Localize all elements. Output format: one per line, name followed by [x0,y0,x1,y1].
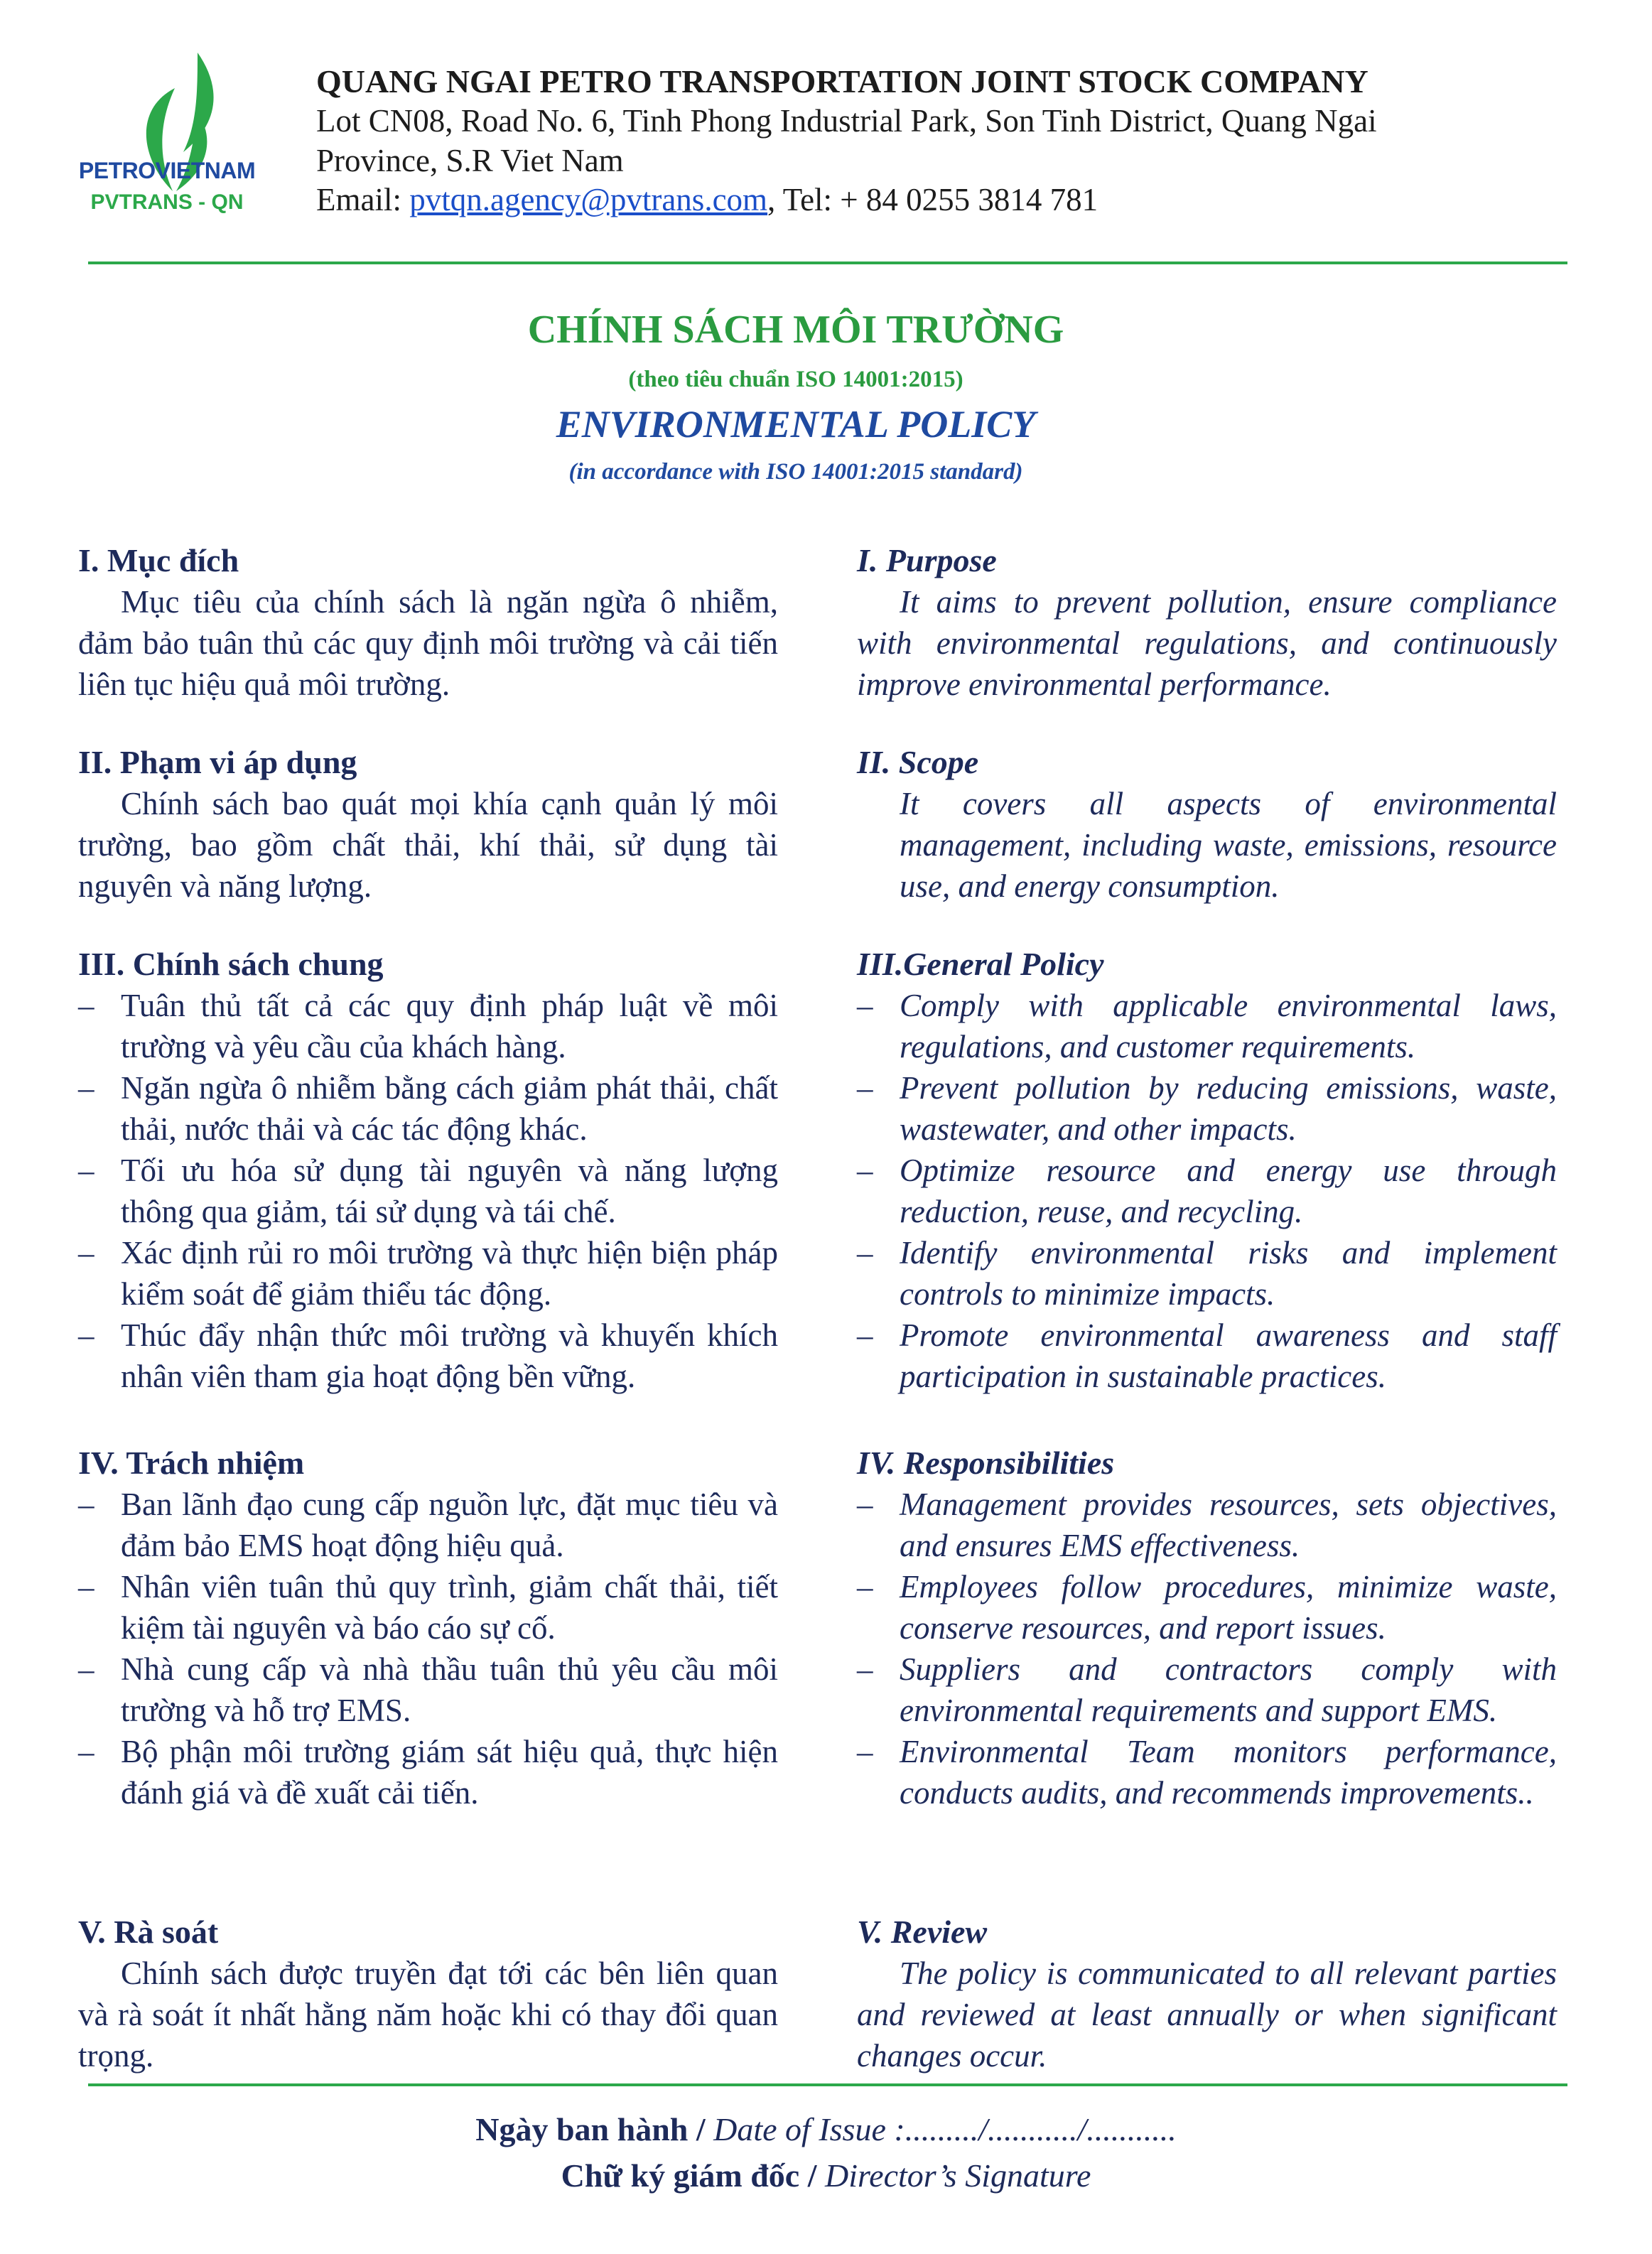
vn-purpose [78,540,778,705]
en-purpose [857,540,1557,705]
vn-scope [78,742,778,907]
company-name: QUANG NGAI PETRO TRANSPORTATION JOINT STOCK COMPANY [316,63,1368,99]
en-scope-text: It covers all aspects of environmental management, including waste, emissions, resource use, and energy consumption. [900,786,1557,904]
list-item: – Ban lãnh đạo cung cấp nguồn lực, đặt mục tiêu và đảm bảo EMS hoạt động hiệu quả. [78,1484,778,1566]
list-item: – Nhân viên tuân thủ quy trình, giảm chất thải, tiết kiệm tài nguyên và báo cáo sự cố. [78,1566,778,1649]
vn-review [78,1911,778,2076]
separator: / [799,2157,825,2194]
list-item: – Comply with applicable environmental laws, regulations, and customer requirements. [857,985,1557,1067]
list-item: – Environmental Team monitors performance, conducts audits, and recommends improvements.. [857,1731,1557,1813]
en-general-heading: III.General Policy [857,946,1104,982]
vn-purpose-heading: I. Mục đích [78,542,239,578]
en-review-text: The policy is communicated to all relevant parties and reviewed at least annually or when significant changes occur. [857,1956,1557,2074]
list-item: – Prevent pollution by reducing emissions, waste, wastewater, and other impacts. [857,1067,1557,1150]
en-purpose-heading: I. Purpose [857,542,997,578]
logo-wordmark: PETROVIETNAM [78,158,256,183]
vn-review-text: Chính sách được truyền đạt tới các bên liên quan và rà soát ít nhất hằng năm hoặc khi có thay đổi quan trọng. [78,1956,778,2074]
director-signature [0,2157,1652,2194]
company-contact [316,181,1098,218]
date-label-vn: Ngày ban hành [475,2111,689,2147]
en-resp-heading: IV. Responsibilities [857,1445,1115,1481]
subtitle-en: (in accordance with ISO 14001:2015 standard) [568,459,1023,485]
vn-general-heading: III. Chính sách chung [78,946,384,982]
vn-scope-heading: II. Phạm vi áp dụng [78,744,357,780]
list-item: – Tối ưu hóa sử dụng tài nguyên và năng lượng thông qua giảm, tái sử dụng và tái chế. [78,1150,778,1232]
list-item: – Nhà cung cấp và nhà thầu tuân thủ yêu cầu môi trường và hỗ trợ EMS. [78,1649,778,1731]
list-item: – Management provides resources, sets objectives, and ensures EMS effectiveness. [857,1484,1557,1566]
list-item: – Optimize resource and energy use through reduction, reuse, and recycling. [857,1150,1557,1232]
list-item: – Identify environmental risks and implement controls to minimize impacts. [857,1232,1557,1315]
list-item: – Promote environmental awareness and staff participation in sustainable practices. [857,1315,1557,1397]
vn-responsibilities [78,1443,778,1813]
list-item: – Ngăn ngừa ô nhiễm bằng cách giảm phát thải, chất thải, nước thải và các tác động khác. [78,1067,778,1150]
en-review [857,1911,1557,2076]
en-purpose-text: It aims to prevent pollution, ensure compliance with environmental regulations, and continuously improve environmental performance. [857,584,1557,702]
en-responsibilities [857,1443,1557,1813]
list-item: – Bộ phận môi trường giám sát hiệu quả, thực hiện đánh giá và đề xuất cải tiến. [78,1731,778,1813]
vn-review-heading: V. Rà soát [78,1914,219,1950]
title-vn: CHÍNH SÁCH MÔI TRƯỜNG [527,308,1064,352]
separator: / [688,2111,714,2147]
vn-purpose-text: Mục tiêu của chính sách là ngăn ngừa ô nhiễm, đảm bảo tuân thủ các quy định môi trường và cải tiến liên tục hiệu quả môi trường. [78,584,778,702]
vn-general-policy [78,944,778,1397]
company-address: Lot CN08, Road No. 6, Tinh Phong Industrial Park, Son Tinh District, Quang Ngai Province, S.R Viet Nam [316,103,1377,178]
en-review-heading: V. Review [857,1914,988,1950]
subtitle-vn: (theo tiêu chuẩn ISO 14001:2015) [628,367,963,392]
tel-text: , Tel: + 84 0255 3814 781 [767,182,1098,217]
date-label-en: Date of Issue :........./.........../........... [713,2111,1177,2147]
list-item: – Thúc đẩy nhận thức môi trường và khuyến khích nhân viên tham gia hoạt động bền vững. [78,1315,778,1397]
signature-label-en: Director’s Signature [824,2157,1091,2194]
list-item: – Suppliers and contractors comply with environmental requirements and support EMS. [857,1649,1557,1731]
list-item: – Employees follow procedures, minimize waste, conserve resources, and report issues. [857,1566,1557,1649]
list-item: – Tuân thủ tất cả các quy định pháp luật về môi trường và yêu cầu của khách hàng. [78,985,778,1067]
footer-divider [88,2083,1567,2086]
en-scope [857,742,1557,907]
vn-resp-heading: IV. Trách nhiệm [78,1445,305,1481]
logo-subtitle: PVTRANS - QN [90,190,244,214]
email-label: Email: [316,182,410,217]
header-divider [88,261,1567,264]
email-link[interactable]: pvtqn.agency@pvtrans.com [409,182,768,217]
en-general-policy [857,944,1557,1397]
en-scope-heading: II. Scope [857,744,979,780]
vn-scope-text: Chính sách bao quát mọi khía cạnh quản lý môi trường, bao gồm chất thải, khí thải, sử dụng tài nguyên và năng lượng. [78,786,778,904]
title-en: ENVIRONMENTAL POLICY [556,403,1036,446]
date-of-issue [0,2110,1652,2148]
signature-label-vn: Chữ ký giám đốc [561,2157,800,2194]
list-item: – Xác định rủi ro môi trường và thực hiện biện pháp kiểm soát để giảm thiểu tác động. [78,1232,778,1315]
